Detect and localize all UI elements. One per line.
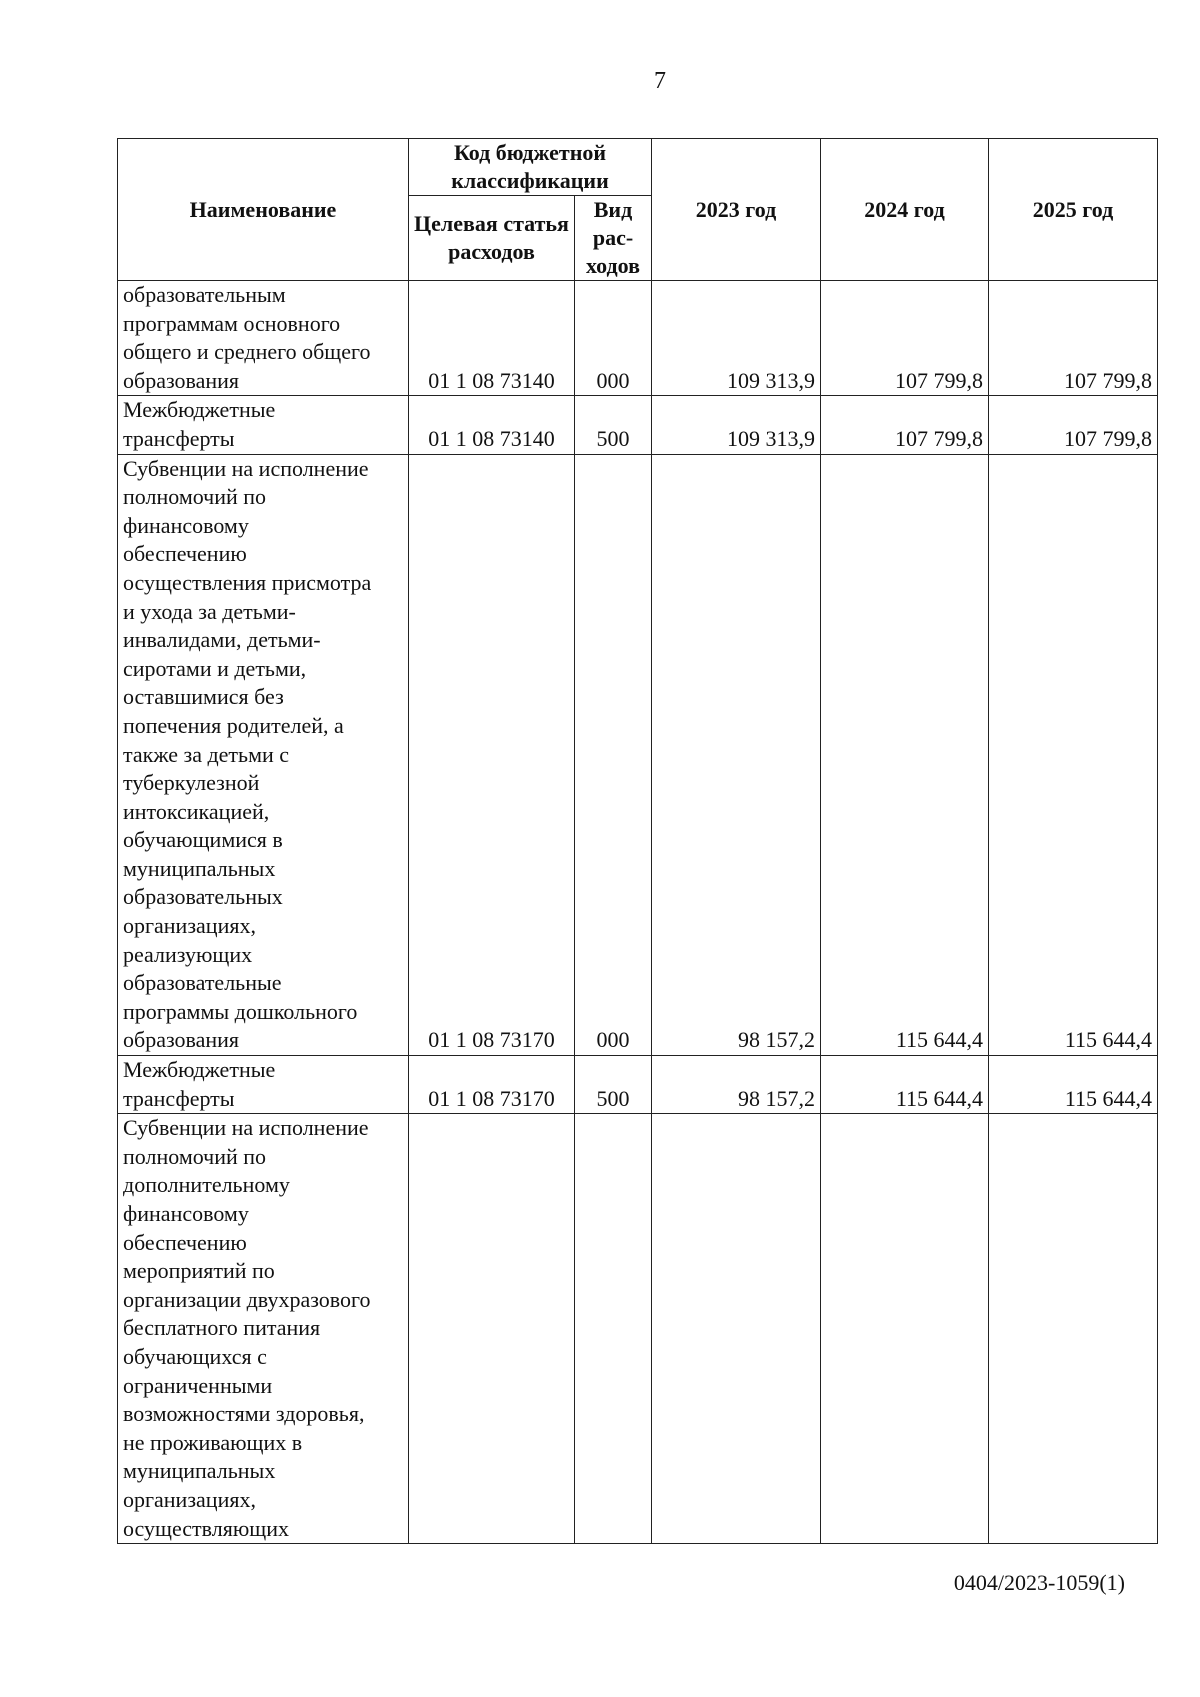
header-year-2023: 2023 год [652,139,821,281]
row-name: Субвенции на исполнение полномочий по финансовому обеспечению осуществления присмотра и ухода за детьми- инвалидами, детьми- сиротами и детьми, оставшимися без попечения родителей, а также за детьми с туберкулезной интоксикацией, обучающимися в муниципальных образовательных организациях, реализующих образовательные программы дошкольного образования [118,454,409,1055]
row-value-2023 [652,1114,821,1544]
header-expense-kind: Вид рас-ходов [575,196,652,281]
row-name: Межбюджетные трансферты [118,396,409,454]
budget-table [117,138,1158,1544]
row-value-2025: 115 644,4 [989,1056,1158,1114]
row-value-2023: 109 313,9 [652,281,821,396]
row-target-article [409,1114,575,1544]
row-value-2024 [821,1114,989,1544]
row-value-2025: 107 799,8 [989,396,1158,454]
row-value-2024: 107 799,8 [821,396,989,454]
row-target-article: 01 1 08 73170 [409,454,575,1055]
table-body [118,281,1158,1544]
table-row [118,454,1158,1055]
document-id: 0404/2023-1059(1) [953,1570,1125,1595]
table-row [118,281,1158,396]
row-expense-kind: 000 [575,454,652,1055]
table-row [118,396,1158,454]
row-name: Субвенции на исполнение полномочий по дополнительному финансовому обеспечению мероприятий по организации двухразового бесплатного питания обучающихся с ограниченными возможностями здоровья, не проживающих в муниципальных организациях, осуществляющих [118,1114,409,1544]
row-target-article: 01 1 08 73170 [409,1056,575,1114]
row-value-2024: 115 644,4 [821,454,989,1055]
row-value-2023: 98 157,2 [652,454,821,1055]
table-row [118,1114,1158,1544]
page-number: 7 [654,68,666,94]
row-expense-kind: 500 [575,1056,652,1114]
row-value-2024: 115 644,4 [821,1056,989,1114]
table-header [118,139,1158,281]
row-target-article: 01 1 08 73140 [409,396,575,454]
header-name: Наименование [118,139,409,281]
row-name: образовательным программам основного общего и среднего общего образования [118,281,409,396]
row-expense-kind: 500 [575,396,652,454]
header-year-2024: 2024 год [821,139,989,281]
table-row [118,1056,1158,1114]
row-value-2024: 107 799,8 [821,281,989,396]
row-value-2025: 107 799,8 [989,281,1158,396]
header-budget-code: Код бюджетной классификации [409,139,652,196]
header-year-2025: 2025 год [989,139,1158,281]
row-value-2023: 109 313,9 [652,396,821,454]
row-value-2023: 98 157,2 [652,1056,821,1114]
row-name: Межбюджетные трансферты [118,1056,409,1114]
row-value-2025: 115 644,4 [989,454,1158,1055]
row-target-article: 01 1 08 73140 [409,281,575,396]
row-expense-kind [575,1114,652,1544]
row-expense-kind: 000 [575,281,652,396]
row-value-2025 [989,1114,1158,1544]
header-target-article: Целевая статья расходов [409,196,575,281]
